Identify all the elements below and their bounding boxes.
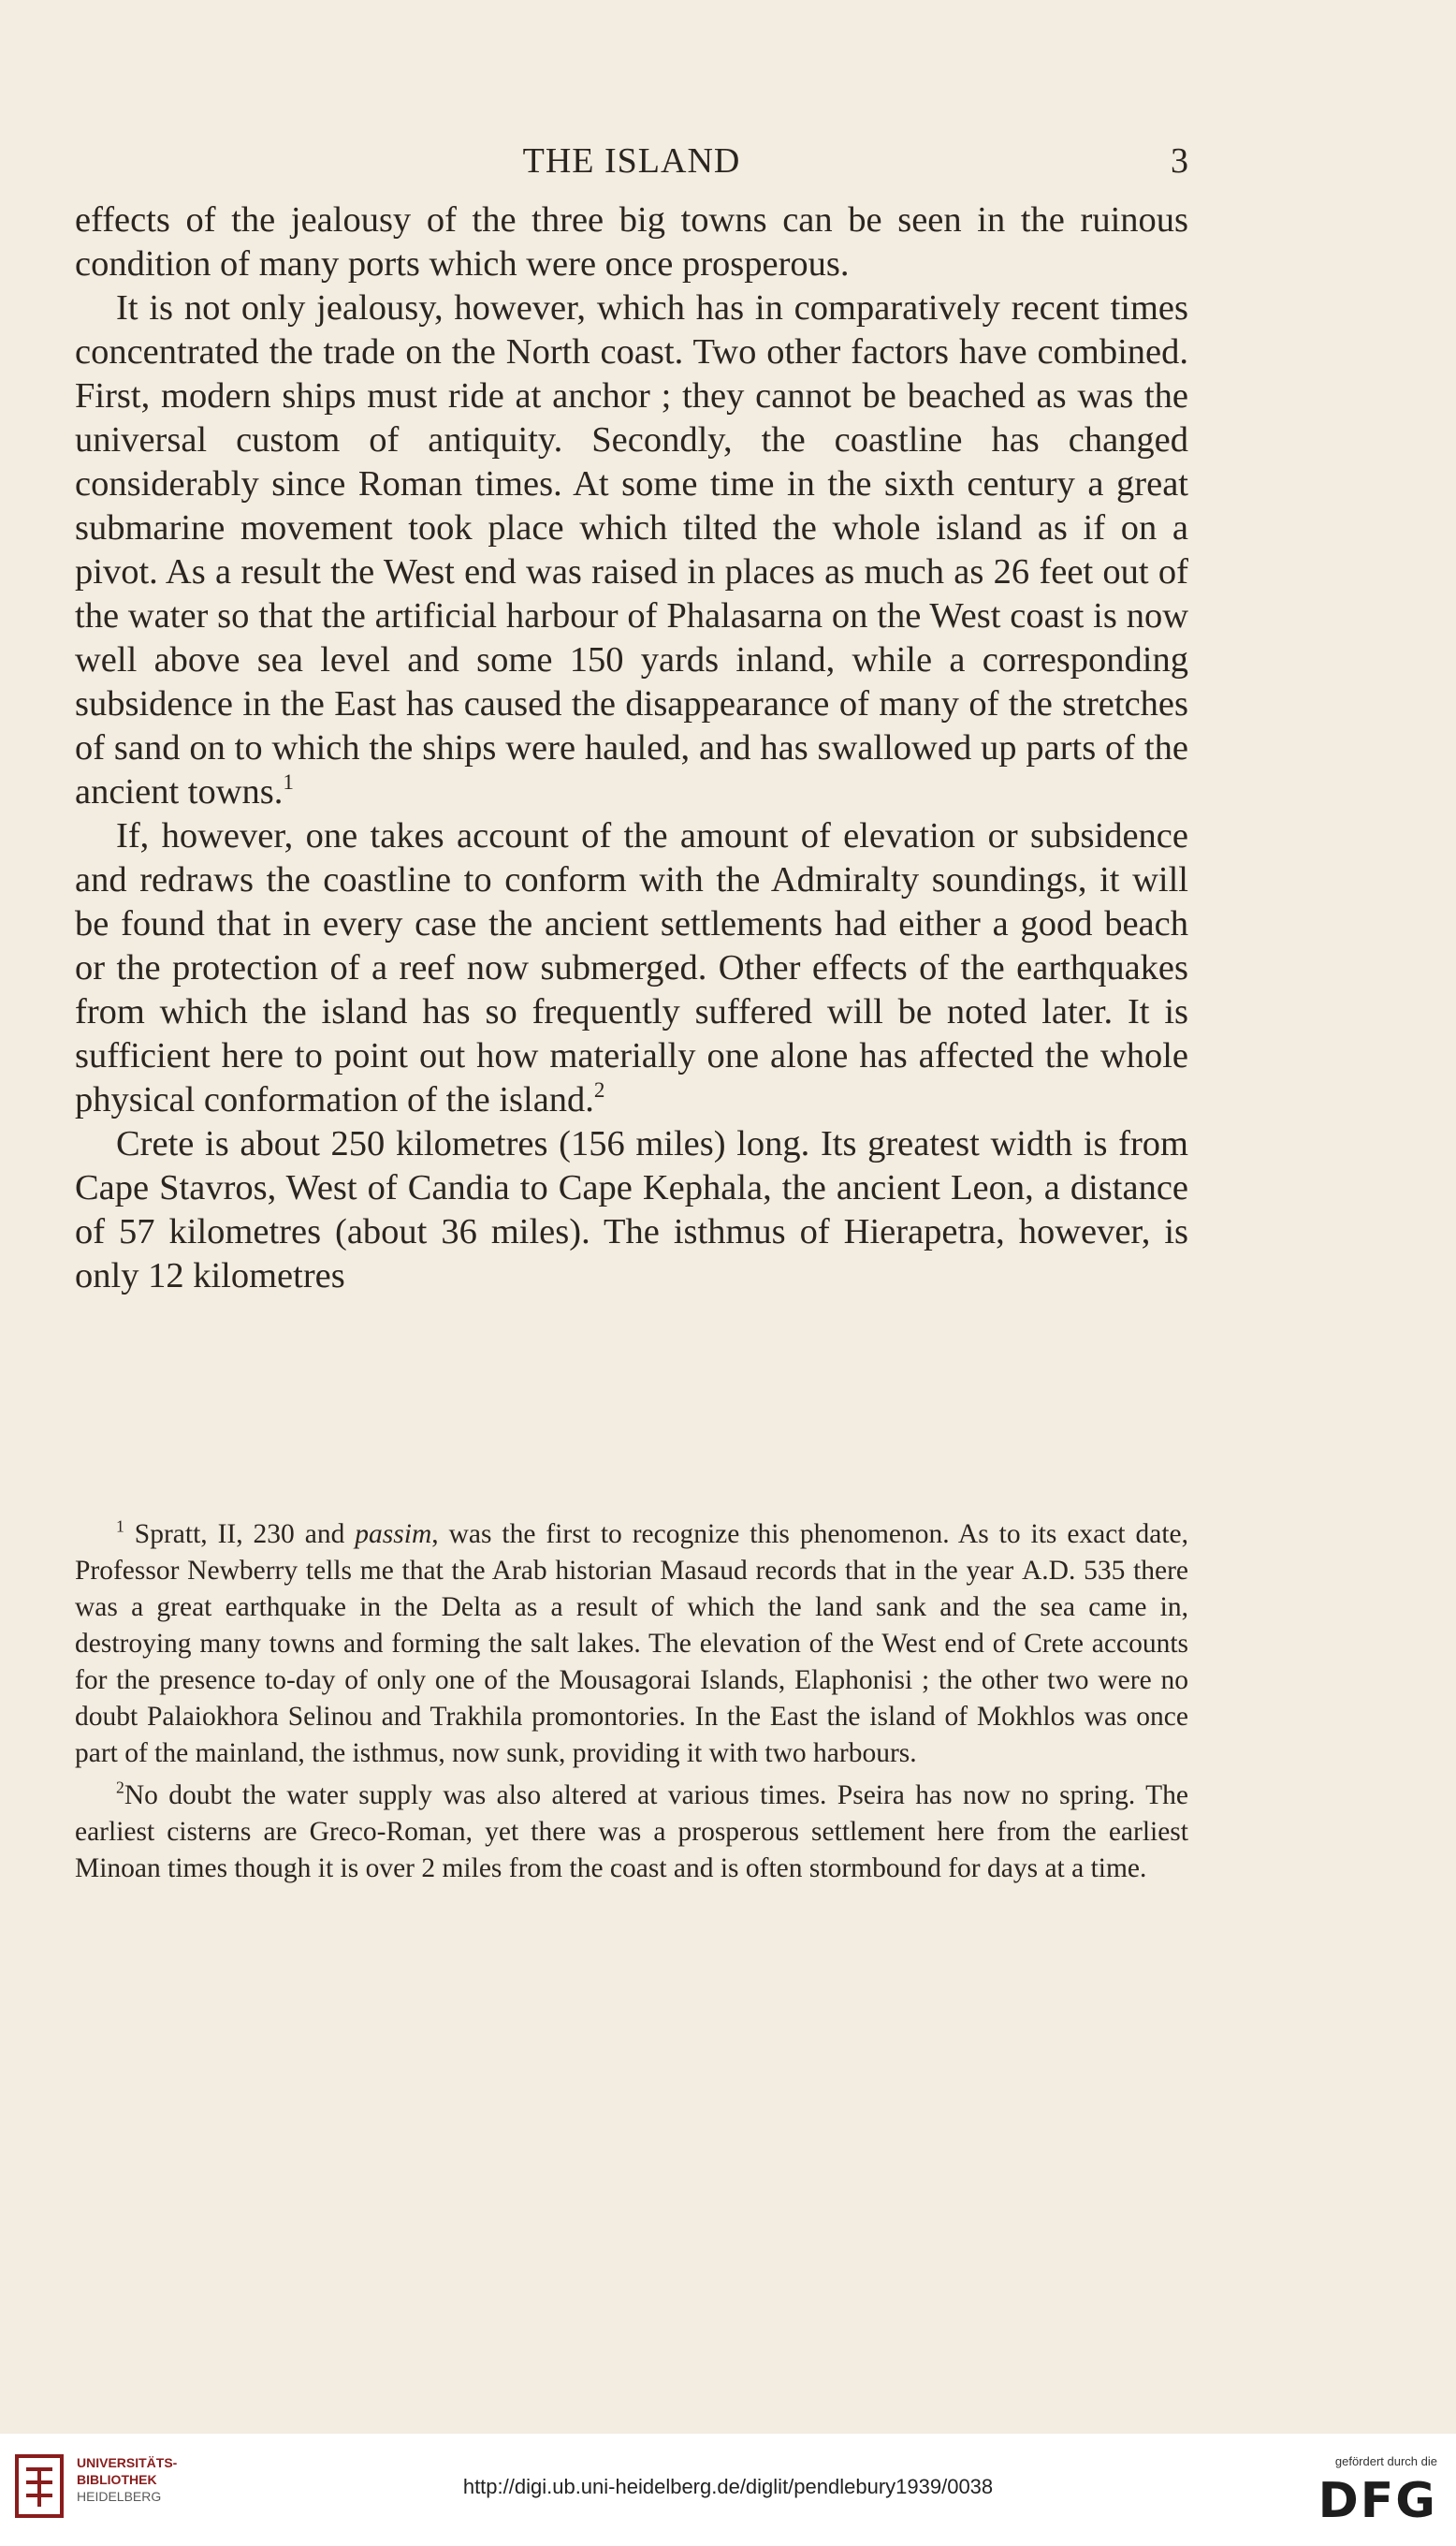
footnote-1 (75, 1516, 1188, 1772)
paragraph-text: It is not only jealousy, however, which has in comparatively recent times concentrated the trade on the North coast. Two other factors have combined. First, modern ships must ride at anchor ; they cannot be beached as was the universal custom of antiquity. Secondly, the coastline has changed considerably since Roman times. At some time in the sixth century a great submarine movement took place which tilted the whole island as if on a pivot. As a result the West end was raised in places as much as 26 feet out of the water so that the artificial harbour of Phalasarna on the West coast is now well above sea level and some 150 yards inland, while a corresponding subsidence in the East has caused the disappearance of many of the stretches of sand on to which the ships were hauled, and has swallowed up parts of the ancient towns. (75, 288, 1188, 812)
permalink-url[interactable]: http://digi.ub.uni-heidelberg.de/diglit/pendlebury1939/0038 (462, 2475, 994, 2498)
footnote-marker: 2 (116, 1778, 124, 1797)
footnote-ref[interactable]: 2 (593, 1077, 605, 1102)
footnote-ref[interactable]: 1 (283, 769, 294, 794)
footnote-text: , was the first to recognize this phenomenon. As to its exact date, Professor Newberry tells me that the Arab historian Masaud records that in the year (75, 1519, 1189, 1586)
running-title: THE ISLAND (522, 141, 741, 181)
library-name-line: UNIVERSITÄTS- (77, 2455, 178, 2470)
dfg-logo[interactable]: DFG (1318, 2473, 1437, 2529)
running-head (75, 140, 1188, 187)
paragraph (75, 1122, 1188, 1298)
footnote-text: 535 there was a great earthquake in the Delta as a result of which the land sank and the sea came in, destroying many towns and forming the salt lakes. The elevation of the West end of Crete accounts for the presence to-day of only one of the Mousagorai Islands, Elaphonisi ; the other two were no doubt Palaiokhora Selinou and Trakhila promontories. In the East the island of Mokhlos was once part of the mainland, the isthmus, now sunk, providing it with two harbours. (75, 1556, 1189, 1768)
footnote-marker: 1 (116, 1516, 124, 1536)
footnote-smallcaps: A.D. (1021, 1556, 1076, 1586)
viewer-footer (0, 2434, 1456, 2546)
paragraph (75, 814, 1188, 1122)
funded-by-label: gefördert durch die (1334, 2454, 1437, 2468)
library-name-line: HEIDELBERG (77, 2489, 162, 2504)
paragraph (75, 198, 1188, 286)
footnote-text: No doubt the water supply was also altered at various times. Pseira has now no spring. The earliest cisterns are Greco-Roman, yet there was a prosperous settlement here from the earliest Minoan times though it is over 2 miles from the coast and is often stormbound for days at a time. (75, 1780, 1188, 1883)
page-number: 3 (1171, 141, 1188, 181)
footnote-italic: passim (355, 1519, 432, 1549)
paragraph-text: Crete is about 250 kilometres (156 miles) long. Its greatest width is from Cape Stavros, West of Candia to Cape Kephala, the ancient Leon, a distance of 57 kilometres (about 36 miles). The isthmus of Hierapetra, however, is only 12 kilometres (75, 1124, 1188, 1295)
body-text (75, 198, 1188, 1298)
paragraph (75, 286, 1188, 814)
footnote-2 (75, 1778, 1188, 1887)
footnote-text: Spratt, II, 230 and (134, 1519, 345, 1549)
paragraph-text: If, however, one takes account of the amount of elevation or subsidence and redraws the coastline to conform with the Admiralty soundings, it will be found that in every case the ancient settlements had either a good beach or the protection of a reef now submerged. Other effects of the earthquakes from which the island has so frequently suffered will be noted later. It is sufficient here to point out how materially one alone has affected the whole physical conformation of the island. (75, 816, 1188, 1119)
library-name-line: BIBLIOTHEK (77, 2472, 157, 2487)
paragraph-text: effects of the jealousy of the three big towns can be seen in the ruinous condition of many ports which were once prosperous. (75, 200, 1188, 284)
footnotes (75, 1516, 1188, 1893)
